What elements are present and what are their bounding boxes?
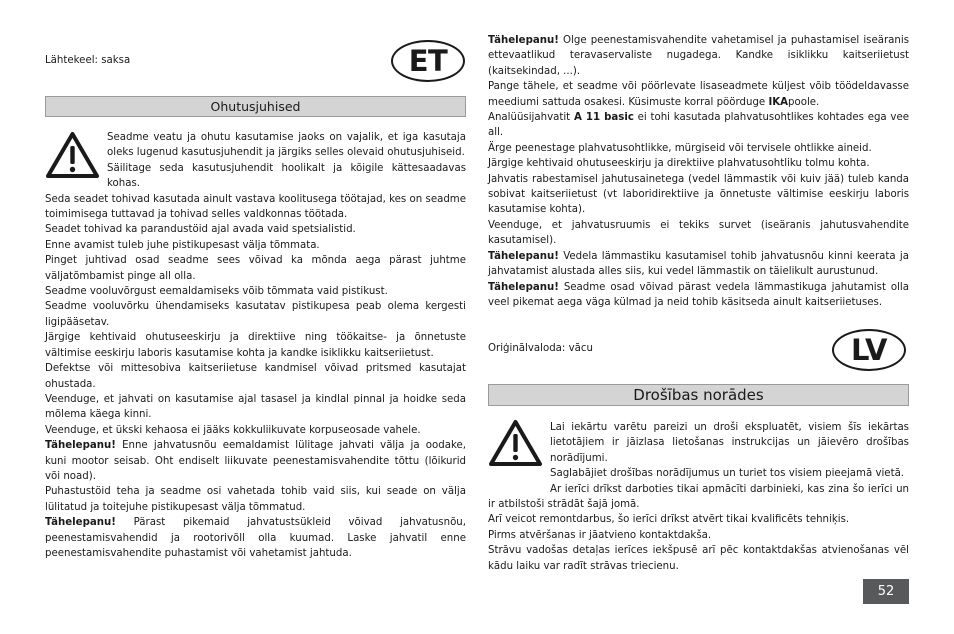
text: Analüüsijahvatit	[488, 112, 574, 124]
warning-paragraph	[488, 33, 909, 79]
page-number: 52	[863, 579, 909, 604]
warning-label: Tähelepanu!	[488, 35, 559, 46]
warning-text: Enne jahvatusnõu eemaldamist lülitage jahvati välja ja oodake, kuni mootor seisab. Oht endiselt liikuvate peenestamisvahendite tõttu (lõikurid või noad).	[45, 440, 466, 482]
warning-text: Vedela lämmastiku kasutamisel tohib jahvatusnõu kinni keerata ja jahvatamist alustada alles siis, kui vedel lämmastik on täielikult aurustunud.	[488, 250, 909, 278]
paragraph: Saglabājiet drošības norādījumus un turiet tos visiem pieejamā vietā.	[550, 468, 905, 480]
language-badge-et: ET	[391, 40, 465, 82]
paragraph: Järgige kehtivaid ohutuseeskirju ja direktiive plahvatusohtliku tolmu kohta.	[488, 158, 870, 170]
paragraph: Defektse või mittesobiva kaitseriietuse kandmisel võivad pritsmed kasutajat ohustada.	[45, 363, 466, 390]
paragraph: Enne avamist tuleb juhe pistikupesast välja tõmmata.	[45, 239, 320, 251]
section-title-safety-lv: Drošības norādes	[488, 384, 909, 406]
warning-text: Pärast pikemaid jahvatustsükleid võivad jahvatusnõu, peenestamisvahendid ja rootorivõll olla kuumad. Laske jahvatil enne peenestamisvahendite puhastamist või vahetamist jahtuda.	[45, 517, 466, 559]
warning-label: Tähelepanu!	[45, 517, 116, 529]
paragraph: Seadet tohivad ka parandustöid ajal avada vaid spetsialistid.	[45, 224, 356, 236]
paragraph: Pirms atvēršanas ir jāatvieno kontaktdakša.	[488, 529, 712, 541]
warning-paragraph	[45, 515, 466, 561]
paragraph: Arī veicot remontdarbus, šo ierīci drīkst atvērt tikai kvalificēts tehniķis.	[488, 514, 850, 526]
right-column-top	[488, 33, 909, 310]
paragraph	[488, 110, 909, 141]
section-title-safety-et: Ohutusjuhised	[45, 96, 466, 117]
paragraph: Lai iekārtu varētu pareizi un droši ekspluatēt, visiem šīs iekārtas lietotājiem ir jāizlasa lietošanas instrukcijas un jāievēro drošības norādījumi.	[550, 422, 909, 464]
paragraph: Seadme veatu ja ohutu kasutamise jaoks on vajalik, et iga kasutaja oleks lugenud kasutusjuhendit ja järgiks selles olevaid ohutusjuhiseid.	[107, 132, 466, 159]
text: Pange tähele, et seadme või pöörlevate lisaseadmete küljest võib töödeldavasse meediumi sattuda osakesi. Küsimuste korral pöörduge	[488, 81, 909, 108]
warning-label: Tähelepanu!	[488, 250, 559, 262]
paragraph: Strāvu vadošas detaļas ierīces iekšpusē arī pēc kontaktdakšas atvienošanas vēl kādu laiku var radīt strāvas triecienu.	[488, 545, 909, 572]
paragraph: Seadme vooluvõrgust eemaldamiseks võib tõmmata vaid pistikust.	[45, 286, 388, 298]
paragraph	[488, 79, 909, 110]
paragraph: Veenduge, et ükski kehaosa ei jääks kokkuliikuvate korpuseosade vahele.	[45, 424, 421, 436]
text: ei tohi kasutada plahvatusohtlikes kohtades ega vee all.	[488, 112, 909, 139]
language-badge-lv: LV	[832, 329, 906, 371]
warning-label: Tähelepanu!	[45, 440, 116, 452]
warning-text: Seadme osad võivad pärast vedela lämmastikuga jahutamist olla veel pikemat aega väga külmad ja neid tohib käsitseda ainult kaitseriietuses.	[488, 281, 909, 308]
source-language-lv: Oriģinālvaloda: vācu	[488, 343, 593, 354]
paragraph: Säilitage seda kasutusjuhendit hoolikalt ja kõigile kättesaadavas kohas.	[107, 162, 466, 190]
paragraph: Järgige kehtivaid ohutuseeskirju ja direktiive ning töökaitse- ja õnnetuste vältimise eeskirju laboris kasutamise kohta ja kandke isiklikku kaitseriietust.	[45, 332, 466, 359]
warning-paragraph	[45, 438, 466, 484]
paragraph: Veenduge, et jahvati on kasutamise ajal tasasel ja kindlal pinnal ja hoidke seda mõlema käega kinni.	[45, 393, 466, 421]
paragraph: Puhastustöid teha ja seadme osi vahetada tohib vaid siis, kui seade on välja lülitatud ja toitejuhe pistikupesast välja tõmmatud.	[45, 486, 466, 513]
warning-paragraph	[488, 249, 909, 280]
paragraph: Seadme vooluvõrku ühendamiseks kasutatav pistikupesa peab olema kergesti ligipääsetav.	[45, 301, 466, 328]
paragraph: Pinget juhtivad osad seadme sees võivad ka mõnda aega pärast juhtme väljatõmbamist pinge all olla.	[45, 255, 466, 282]
warning-label: Tähelepanu!	[488, 281, 559, 293]
paragraph: Veenduge, et jahvatusruumis ei tekiks survet (iseäranis jahutusvahendite kasutamisel).	[488, 219, 909, 247]
text: poole.	[788, 96, 820, 108]
warning-paragraph	[488, 280, 909, 311]
source-language-et: Lähtekeel: saksa	[45, 55, 131, 66]
paragraph: Ärge peenestage plahvatusohtlikke, mürgiseid või tervisele ohtlikke aineid.	[488, 142, 872, 154]
paragraph: Jahvatis rabestamisel jahutusainetega (vedel lämmastik või kuiv jää) tuleb kanda sobivat kaitseriietust (vt laboridirektiive ja õnnetuste vältimise eeskirju laboris kasutamise kohta).	[488, 173, 909, 216]
model-name: A 11 basic	[573, 112, 634, 124]
paragraph: Ar ierīci drīkst darboties tikai apmācīti darbinieki, kas zina šo ierīci un ir atbilstoši strādāt šajā jomā.	[488, 483, 909, 511]
brand-name: IKA	[768, 96, 789, 108]
right-column-bottom	[488, 420, 909, 574]
left-column-body	[45, 130, 466, 561]
paragraph: Seda seadet tohivad kasutada ainult vastava koolitusega töötajad, kes on seadme toimimisega tuttavad ja tohivad selles valdkonnas töötada.	[45, 193, 466, 221]
warning-text: Olge peenestamisvahendite vahetamisel ja puhastamisel iseäranis ettevaatlikud teravaservaliste nugadega. Kandke isiklikku kaitseriietust (kaitsekindad, ...).	[488, 35, 909, 77]
